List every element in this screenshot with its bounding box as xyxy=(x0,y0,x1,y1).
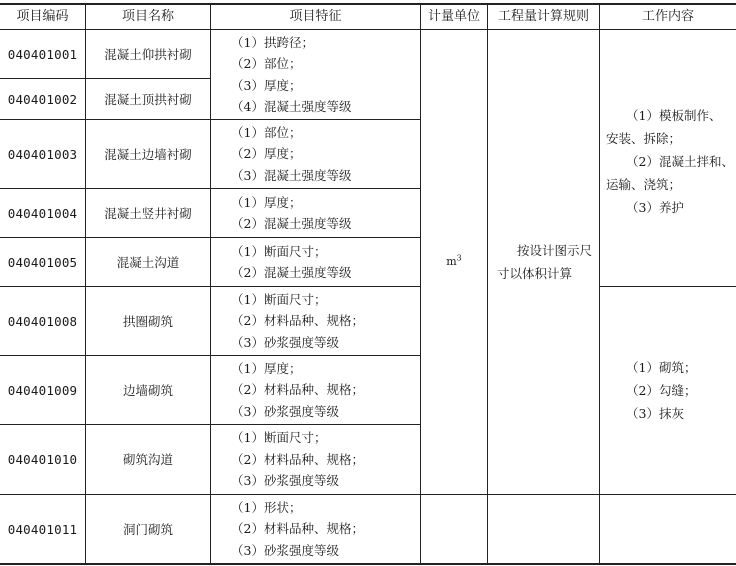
header-rule: 工程量计算规则 xyxy=(497,9,589,25)
item-name: 混凝土边墙衬砌 xyxy=(104,146,192,162)
item-name: 混凝土竖井衬砌 xyxy=(104,205,192,221)
item-code: 040401002 xyxy=(7,91,78,107)
item-code: 040401005 xyxy=(7,254,78,270)
feature-line: （2）混凝土强度等级 xyxy=(231,265,352,280)
rule-line: 寸以体积计算 xyxy=(497,266,573,281)
item-name: 混凝土顶拱衬砌 xyxy=(104,91,192,107)
feature-line: （2）厚度； xyxy=(231,146,302,162)
item-code: 040401008 xyxy=(7,313,78,329)
work-line: （2）混凝土拌和、 xyxy=(626,154,734,169)
work-line: （3）养护 xyxy=(626,200,684,215)
feature-line: （2）材料品种、规格； xyxy=(231,521,364,537)
feature-line: （3）砂浆强度等级 xyxy=(231,334,339,350)
feature-line: （3）砂浆强度等级 xyxy=(231,542,339,558)
work-line: （1）模板制作、 xyxy=(626,108,722,123)
work-line: 运输、浇筑； xyxy=(606,177,682,192)
feature-line: （1）拱跨径； xyxy=(231,34,314,50)
feature-line: （4）混凝土强度等级 xyxy=(231,99,352,114)
features-cell xyxy=(211,120,420,188)
features-cell xyxy=(211,238,420,286)
feature-line: （1）断面尺寸； xyxy=(231,430,327,446)
feature-line: （2）混凝土强度等级 xyxy=(231,216,352,231)
feature-line: （1）断面尺寸； xyxy=(231,291,327,307)
features-cell xyxy=(211,189,420,237)
item-code: 040401010 xyxy=(7,452,78,467)
unit-label: $m^3$ xyxy=(446,253,462,269)
item-name: 拱圈砌筑 xyxy=(122,313,173,329)
work-line: （2）勾缝； xyxy=(626,383,697,398)
item-name: 混凝土仰拱衬砌 xyxy=(104,46,192,62)
features-cell xyxy=(211,287,420,355)
item-name: 边墙砌筑 xyxy=(122,382,173,398)
item-name: 混凝土沟道 xyxy=(116,254,180,270)
feature-line: （3）砂浆强度等级 xyxy=(231,403,339,419)
feature-line: （3）厚度； xyxy=(231,77,302,93)
rule-cell xyxy=(488,30,599,494)
features-cell xyxy=(211,30,420,119)
feature-line: （1）断面尺寸； xyxy=(231,243,327,259)
features-cell xyxy=(211,425,420,494)
item-code: 040401011 xyxy=(7,521,78,537)
features-cell xyxy=(211,356,420,424)
rule-line: 按设计图示尺 xyxy=(517,243,593,258)
header-work: 工作内容 xyxy=(641,9,694,25)
header-unit: 计量单位 xyxy=(427,9,480,25)
feature-line: （3）砂浆强度等级 xyxy=(231,473,339,489)
header-code: 项目编码 xyxy=(16,9,69,25)
feature-line: （2）材料品种、规格； xyxy=(231,451,364,467)
feature-line: （2）材料品种、规格； xyxy=(231,313,364,329)
item-name: 砌筑沟道 xyxy=(122,452,173,467)
feature-line: （3）混凝土强度等级 xyxy=(231,167,352,183)
feature-line: （1）部位； xyxy=(231,124,302,140)
work-line: （3）抹灰 xyxy=(626,406,684,421)
feature-line: （2）部位； xyxy=(231,56,302,71)
feature-line: （1）形状； xyxy=(231,499,302,515)
feature-line: （1）厚度； xyxy=(231,360,302,376)
work-cell-masonry xyxy=(600,287,736,494)
item-code: 040401001 xyxy=(7,46,78,62)
header-features: 项目特征 xyxy=(289,9,342,25)
table-bottom-border xyxy=(0,563,736,565)
unit-cell xyxy=(421,30,487,494)
work-cell-concrete xyxy=(600,30,736,286)
work-line: （1）砌筑； xyxy=(626,360,697,375)
item-code: 040401004 xyxy=(7,205,78,221)
feature-line: （2）材料品种、规格； xyxy=(231,382,364,398)
item-name: 洞门砌筑 xyxy=(122,521,173,537)
header-name: 项目名称 xyxy=(121,9,174,25)
item-code: 040401003 xyxy=(7,146,78,162)
feature-line: （1）厚度； xyxy=(231,194,302,210)
features-cell xyxy=(211,495,420,563)
item-code: 040401009 xyxy=(7,382,78,398)
work-line: 安装、拆除； xyxy=(606,131,682,146)
